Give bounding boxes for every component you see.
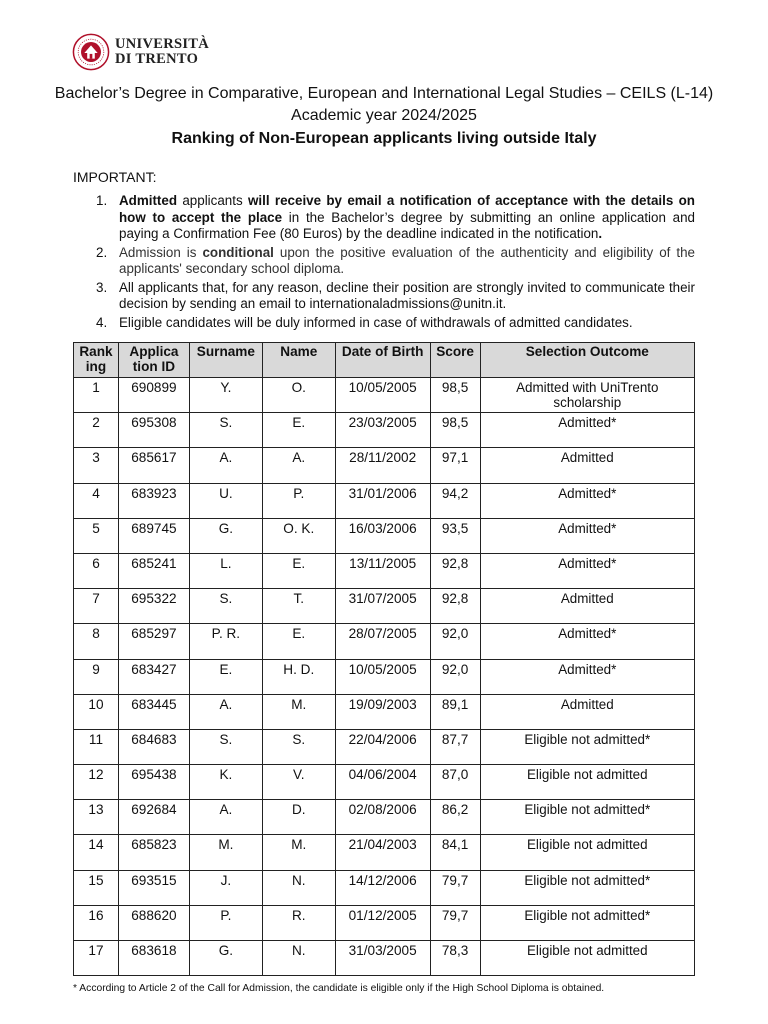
cell-outcome: Eligible not admitted* [480, 729, 694, 764]
cell-name: N. [262, 870, 335, 905]
cell-name: M. [262, 694, 335, 729]
cell-outcome: Admitted* [480, 659, 694, 694]
cell-score: 87,7 [430, 729, 480, 764]
cell-ranking: 14 [74, 835, 119, 870]
header-surname: Surname [189, 343, 262, 378]
cell-ranking: 1 [74, 378, 119, 413]
cell-date-of-birth: 10/05/2005 [335, 659, 430, 694]
cell-outcome: Admitted* [480, 553, 694, 588]
cell-date-of-birth: 10/05/2005 [335, 378, 430, 413]
academic-year: Academic year 2024/2025 [291, 107, 477, 124]
cell-surname: G. [189, 941, 262, 976]
table-row [74, 941, 695, 976]
cell-date-of-birth: 31/03/2005 [335, 941, 430, 976]
table-row [74, 694, 695, 729]
note-text: in the Bachelor’s degree by submitting an online application and paying a Confirmation Fee (80 Euros) by the deadline indicated in the notification [119, 209, 695, 241]
cell-ranking: 12 [74, 765, 119, 800]
cell-application-id: 683445 [118, 694, 189, 729]
cell-name: H. D. [262, 659, 335, 694]
cell-application-id: 685297 [118, 624, 189, 659]
header-date-of-birth: Date of Birth [335, 343, 430, 378]
cell-application-id: 695308 [118, 413, 189, 448]
degree-title: Bachelor’s Degree in Comparative, European and International Legal Studies – CEILS (L-14) [54, 85, 714, 102]
cell-outcome: Admitted* [480, 518, 694, 553]
footnote: * According to Article 2 of the Call for Admission, the candidate is eligible only if the High School Diploma is obtained. [73, 983, 605, 994]
note-item-2 [96, 245, 695, 278]
note-number: 1. [96, 193, 108, 208]
cell-name: A. [262, 448, 335, 483]
note-number: 2. [96, 244, 108, 260]
cell-score: 98,5 [430, 413, 480, 448]
cell-surname: Y. [189, 378, 262, 413]
cell-surname: S. [189, 589, 262, 624]
notes-list [96, 193, 695, 333]
note-text: applicants [177, 193, 248, 208]
cell-application-id: 693515 [118, 870, 189, 905]
cell-surname: U. [189, 483, 262, 518]
cell-name: O. [262, 378, 335, 413]
cell-outcome: Eligible not admitted* [480, 905, 694, 940]
cell-surname: A. [189, 448, 262, 483]
cell-score: 87,0 [430, 765, 480, 800]
cell-score: 92,0 [430, 659, 480, 694]
note-bold: will receive by email a notification of acceptance with the details on how to accept the place [119, 193, 695, 225]
note-number: 3. [96, 279, 108, 295]
cell-outcome: Eligible not admitted* [480, 870, 694, 905]
cell-surname: K. [189, 765, 262, 800]
cell-date-of-birth: 28/11/2002 [335, 448, 430, 483]
cell-application-id: 695322 [118, 589, 189, 624]
cell-application-id: 683427 [118, 659, 189, 694]
cell-ranking: 6 [74, 553, 119, 588]
table-row [74, 765, 695, 800]
cell-surname: M. [189, 835, 262, 870]
cell-outcome: Eligible not admitted [480, 941, 694, 976]
cell-application-id: 689745 [118, 518, 189, 553]
cell-surname: L. [189, 553, 262, 588]
logo-line-1: UNIVERSITÀ [115, 36, 210, 52]
note-text: Admission is [119, 244, 203, 260]
cell-ranking: 15 [74, 870, 119, 905]
cell-application-id: 685617 [118, 448, 189, 483]
cell-score: 79,7 [430, 905, 480, 940]
cell-score: 97,1 [430, 448, 480, 483]
note-bold: conditional [202, 244, 274, 260]
cell-date-of-birth: 04/06/2004 [335, 765, 430, 800]
table-row [74, 483, 695, 518]
cell-date-of-birth: 19/09/2003 [335, 694, 430, 729]
note-bold: . [598, 226, 603, 241]
table-row [74, 870, 695, 905]
cell-outcome: Eligible not admitted [480, 765, 694, 800]
cell-outcome: Eligible not admitted [480, 835, 694, 870]
table-header-row [74, 343, 695, 378]
cell-date-of-birth: 31/07/2005 [335, 589, 430, 624]
cell-date-of-birth: 02/08/2006 [335, 800, 430, 835]
cell-application-id: 690899 [118, 378, 189, 413]
cell-name: P. [262, 483, 335, 518]
note-item-4 [96, 315, 695, 332]
cell-surname: P. [189, 905, 262, 940]
note-item-1 [96, 193, 695, 243]
header-score: Score [430, 343, 480, 378]
cell-surname: A. [189, 800, 262, 835]
note-bold: Admitted [119, 193, 178, 208]
important-label: IMPORTANT: [73, 169, 157, 185]
cell-date-of-birth: 28/07/2005 [335, 624, 430, 659]
cell-score: 98,5 [430, 378, 480, 413]
cell-outcome: Admitted [480, 694, 694, 729]
cell-score: 92,8 [430, 589, 480, 624]
table-row [74, 905, 695, 940]
table-row [74, 518, 695, 553]
cell-date-of-birth: 23/03/2005 [335, 413, 430, 448]
cell-name: O. K. [262, 518, 335, 553]
cell-name: D. [262, 800, 335, 835]
cell-outcome: Admitted* [480, 483, 694, 518]
cell-outcome: Admitted with UniTrento scholarship [480, 378, 694, 413]
cell-score: 89,1 [430, 694, 480, 729]
cell-name: S. [262, 729, 335, 764]
university-seal-icon [72, 33, 110, 71]
university-logo [72, 33, 209, 71]
cell-date-of-birth: 01/12/2005 [335, 905, 430, 940]
cell-ranking: 16 [74, 905, 119, 940]
cell-name: N. [262, 941, 335, 976]
cell-application-id: 695438 [118, 765, 189, 800]
table-row [74, 624, 695, 659]
cell-surname: S. [189, 413, 262, 448]
cell-surname: J. [189, 870, 262, 905]
cell-score: 92,0 [430, 624, 480, 659]
cell-surname: S. [189, 729, 262, 764]
cell-surname: P. R. [189, 624, 262, 659]
table-row [74, 378, 695, 413]
cell-date-of-birth: 21/04/2003 [335, 835, 430, 870]
cell-ranking: 11 [74, 729, 119, 764]
cell-application-id: 684683 [118, 729, 189, 764]
ranking-title: Ranking of Non-European applicants living outside Italy [171, 130, 597, 147]
cell-outcome: Admitted* [480, 624, 694, 659]
cell-date-of-birth: 31/01/2006 [335, 483, 430, 518]
cell-ranking: 9 [74, 659, 119, 694]
header-selection-outcome: Selection Outcome [480, 343, 694, 378]
logo-line-2: DI TRENTO [115, 51, 199, 67]
cell-name: E. [262, 413, 335, 448]
cell-date-of-birth: 14/12/2006 [335, 870, 430, 905]
cell-ranking: 2 [74, 413, 119, 448]
ranking-table [73, 342, 695, 976]
cell-surname: A. [189, 694, 262, 729]
cell-score: 93,5 [430, 518, 480, 553]
cell-outcome: Admitted* [480, 413, 694, 448]
cell-name: E. [262, 624, 335, 659]
cell-application-id: 685823 [118, 835, 189, 870]
cell-ranking: 17 [74, 941, 119, 976]
cell-ranking: 5 [74, 518, 119, 553]
cell-date-of-birth: 22/04/2006 [335, 729, 430, 764]
cell-name: T. [262, 589, 335, 624]
note-text: All applicants that, for any reason, decline their position are strongly invited to communicate their decision by sending an email to internationaladmissions@unitn.it. [119, 279, 695, 311]
cell-score: 94,2 [430, 483, 480, 518]
cell-score: 92,8 [430, 553, 480, 588]
cell-name: M. [262, 835, 335, 870]
cell-ranking: 4 [74, 483, 119, 518]
cell-outcome: Admitted [480, 589, 694, 624]
note-number: 4. [96, 314, 108, 330]
cell-name: R. [262, 905, 335, 940]
cell-outcome: Admitted [480, 448, 694, 483]
cell-score: 79,7 [430, 870, 480, 905]
cell-date-of-birth: 16/03/2006 [335, 518, 430, 553]
note-text: upon the positive evaluation of the authenticity and eligibility of the applicants' secondary school diploma. [119, 244, 695, 276]
cell-ranking: 10 [74, 694, 119, 729]
table-row [74, 835, 695, 870]
cell-date-of-birth: 13/11/2005 [335, 553, 430, 588]
cell-name: V. [262, 765, 335, 800]
cell-ranking: 8 [74, 624, 119, 659]
note-text: Eligible candidates will be duly informed in case of withdrawals of admitted candidates. [119, 314, 633, 330]
table-row [74, 448, 695, 483]
cell-application-id: 685241 [118, 553, 189, 588]
table-row [74, 589, 695, 624]
cell-ranking: 13 [74, 800, 119, 835]
note-item-3 [96, 280, 695, 313]
cell-ranking: 3 [74, 448, 119, 483]
cell-ranking: 7 [74, 589, 119, 624]
header-ranking: Rank ing [74, 343, 119, 378]
header-application-id: Applica tion ID [118, 343, 189, 378]
cell-surname: E. [189, 659, 262, 694]
table-row [74, 413, 695, 448]
table-row [74, 659, 695, 694]
table-row [74, 553, 695, 588]
table-row [74, 800, 695, 835]
cell-application-id: 688620 [118, 905, 189, 940]
cell-name: E. [262, 553, 335, 588]
header-name: Name [262, 343, 335, 378]
cell-score: 84,1 [430, 835, 480, 870]
cell-score: 86,2 [430, 800, 480, 835]
cell-outcome: Eligible not admitted* [480, 800, 694, 835]
cell-application-id: 692684 [118, 800, 189, 835]
cell-application-id: 683618 [118, 941, 189, 976]
cell-score: 78,3 [430, 941, 480, 976]
table-body [74, 378, 695, 976]
table-row [74, 729, 695, 764]
cell-application-id: 683923 [118, 483, 189, 518]
cell-surname: G. [189, 518, 262, 553]
